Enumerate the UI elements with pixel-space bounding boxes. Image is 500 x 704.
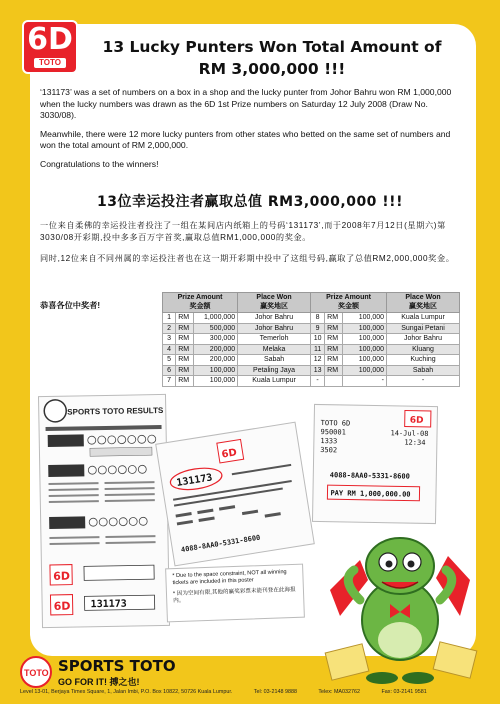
table-cell: 100,000: [342, 365, 386, 376]
chinese-paragraph-2: 同时,12位来自不同州属的幸运投注者也在这一期开彩期中投中了这组号码,赢取了总值RM2,000,000奖金。: [40, 254, 455, 263]
chinese-paragraph-1: 一位来自柔佛的幸运投注者投注了一组在某间店内纸箱上的号码‘131173’,而于2008年7月12日(星期六)第3030/08开彩期,投中多多百万字首奖,赢取总值RM1,000,000的奖金。: [40, 221, 446, 242]
6d-toto-logo: [22, 20, 78, 74]
table-cell: 1: [163, 313, 176, 324]
winners-table: [162, 292, 460, 387]
mascot-illustration: [320, 520, 480, 690]
logo-text: 6D: [27, 22, 73, 57]
ticket-header: TOTO 6D: [320, 419, 351, 428]
svg-text:6D: 6D: [53, 569, 71, 583]
footer-address: Level 13-01, Berjaya Times Square, 1, Jalan Imbi, P.O. Box 10822, 50726 Kuala Lumpur.: [20, 689, 233, 695]
table-cell: 100,000: [342, 344, 386, 355]
table-cell: 9: [311, 323, 325, 334]
table-cell: 100,000: [342, 323, 386, 334]
table-cell: RM: [325, 344, 343, 355]
table-cell: Kuala Lumpur: [238, 376, 311, 387]
table-cell: RM: [176, 334, 194, 345]
table-cell: 11: [311, 344, 325, 355]
table-cell: Johor Bahru: [387, 334, 460, 345]
title-line-2: RM 3,000,000 !!!: [198, 60, 346, 78]
stub-ref: 4088-8AA0-5331-8600: [180, 533, 261, 555]
note-en: * Due to the space constraint, NOT all winning tickets are included in this poster: [172, 569, 287, 587]
footer-address-bar: [20, 689, 490, 695]
table-cell: 100,000: [193, 376, 237, 387]
ticket-pay: PAY RM 1,000,000.00: [330, 489, 411, 499]
toto-emblem-icon: [20, 656, 54, 688]
table-cell: RM: [176, 323, 194, 334]
table-row: [163, 334, 460, 345]
poster-title: [80, 36, 464, 80]
table-cell: RM: [176, 376, 194, 387]
table-cell: 300,000: [193, 334, 237, 345]
table-row: [163, 376, 460, 387]
english-paragraph-1: ‘131173’ was a set of numbers on a box in a shop and the lucky punter from Johor Bahru won RM 1,000,000 when the lucky numbers was drawn as the 6D 1st Prize numbers on Saturday 12 July 2008 (Draw No. 3030/08).: [40, 87, 452, 120]
table-cell: 7: [163, 376, 176, 387]
table-cell: -: [342, 376, 386, 387]
table-row: [163, 313, 460, 324]
table-cell: Temerloh: [238, 334, 311, 345]
table-row: [163, 355, 460, 366]
svg-text:6D: 6D: [220, 447, 238, 461]
table-cell: -: [387, 376, 460, 387]
table-cell: 100,000: [342, 355, 386, 366]
table-row: [163, 344, 460, 355]
table-cell: Melaka: [238, 344, 311, 355]
table-cell: RM: [176, 365, 194, 376]
table-cell: Sabah: [238, 355, 311, 366]
header-prize-amount-2: Prize Amount 奖金额: [311, 293, 387, 313]
winning-receipt-graphic: [313, 405, 439, 525]
table-cell: RM: [325, 365, 343, 376]
table-row: [163, 365, 460, 376]
svg-text:TOTO: TOTO: [24, 668, 49, 678]
table-row: [163, 323, 460, 334]
english-paragraph-2: Meanwhile, there were 12 more lucky punters from other states who betted on the same set of numbers and won the total amount of RM 2,000,000.: [40, 128, 451, 150]
table-cell: [325, 376, 343, 387]
table-cell: Sabah: [387, 365, 460, 376]
chinese-congrats: 恭喜各位中奖者!: [40, 301, 101, 310]
chinese-body: [40, 220, 460, 274]
footer-fax: Fax: 03-2141 9581: [381, 689, 427, 695]
table-cell: Sungai Petani: [387, 323, 460, 334]
ticket-line-2: 3502: [320, 446, 338, 455]
ticket-date: 14-Jul-08: [390, 429, 429, 438]
results-sheet-graphic: [39, 395, 171, 629]
table-cell: 12: [311, 355, 325, 366]
note-cn: * 因为空间有限,其他的赢奖彩票未能刊登在此海报内。: [172, 586, 296, 605]
table-cell: RM: [176, 313, 194, 324]
ticket-time: 12:34: [404, 438, 426, 447]
table-cell: 6: [163, 365, 176, 376]
results-sheet: [38, 394, 170, 628]
table-cell: 200,000: [193, 344, 237, 355]
table-cell: Kluang: [387, 344, 460, 355]
table-cell: Kuching: [387, 355, 460, 366]
header-place-won-2: Place Won 赢奖地区: [387, 293, 460, 313]
english-paragraph-3: Congratulations to the winners!: [40, 158, 159, 169]
space-note: [165, 564, 305, 623]
ticket-ref: 4088-8AA0-5331-8600: [329, 471, 410, 481]
table-cell: 3: [163, 334, 176, 345]
table-cell: Petaling Jaya: [238, 365, 311, 376]
table-cell: 200,000: [193, 355, 237, 366]
ticket-code: 950001: [320, 428, 346, 437]
svg-text:6D: 6D: [409, 415, 424, 426]
footer-tel: Tel: 03-2148 9888: [253, 689, 297, 695]
table-cell: 5: [163, 355, 176, 366]
table-cell: RM: [176, 344, 194, 355]
table-cell: 10: [311, 334, 325, 345]
stub-number: 131173: [175, 472, 214, 489]
table-cell: Johor Bahru: [238, 323, 311, 334]
logo-sub: TOTO: [34, 58, 66, 68]
table-cell: -: [311, 376, 325, 387]
table-cell: RM: [325, 323, 343, 334]
table-cell: RM: [325, 355, 343, 366]
table-cell: 1,000,000: [193, 313, 237, 324]
table-cell: RM: [325, 334, 343, 345]
table-cell: 4: [163, 344, 176, 355]
betting-slip: [155, 422, 315, 567]
table-cell: Johor Bahru: [238, 313, 311, 324]
table-cell: RM: [176, 355, 194, 366]
table-cell: 2: [163, 323, 176, 334]
english-body: [40, 87, 460, 177]
results-number: 131173: [90, 598, 127, 611]
header-prize-amount-1: Prize Amount 奖金额: [163, 293, 238, 313]
chinese-title: 13位幸运投注者赢取总值 RM3,000,000 !!!: [97, 194, 403, 210]
winning-receipt: [312, 404, 438, 524]
table-cell: 500,000: [193, 323, 237, 334]
betting-slip-graphic: [156, 422, 316, 567]
table-cell: 8: [311, 313, 325, 324]
sports-toto-logo: [20, 656, 190, 688]
table-body: [163, 313, 460, 387]
table-cell: Kuala Lumpur: [387, 313, 460, 324]
header-place-won-1: Place Won 赢奖地区: [238, 293, 311, 313]
table-cell: RM: [325, 313, 343, 324]
table-cell: 13: [311, 365, 325, 376]
table-header-row: [163, 293, 460, 313]
ticket-line-1: 1333: [320, 437, 338, 446]
table-cell: 100,000: [342, 313, 386, 324]
results-title: SPORTS TOTO RESULTS: [67, 405, 164, 417]
table-cell: 100,000: [342, 334, 386, 345]
footer-telex: Telex: MA032762: [318, 689, 361, 695]
table-cell: 100,000: [193, 365, 237, 376]
footer-slogan: GO FOR IT! 搏之也!: [58, 677, 140, 687]
title-line-1: 13 Lucky Punters Won Total Amount of: [102, 38, 442, 56]
svg-text:6D: 6D: [53, 599, 71, 613]
footer-brand: SPORTS TOTO: [58, 657, 176, 675]
